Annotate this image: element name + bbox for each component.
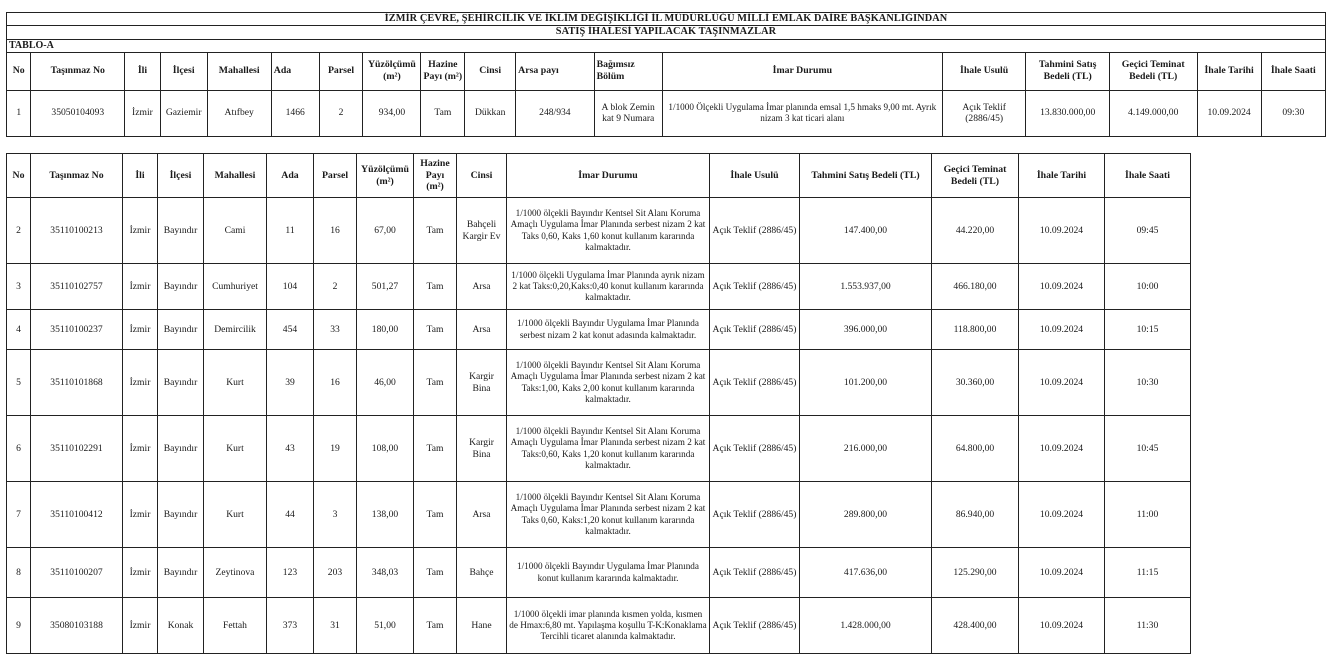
col-ihale-saati: İhale Saati	[1261, 52, 1325, 90]
cell-parsel: 2	[314, 264, 357, 310]
col-ihale-usulu: İhale Usulü	[942, 52, 1026, 90]
cell-ada: 43	[267, 416, 314, 482]
col-no: No	[7, 52, 31, 90]
cell-imar-durumu: 1/1000 ölçekli Bayındır Uygulama İmar Planında konut kullanım kararında kalmaktadır.	[507, 548, 710, 598]
cell-no: 3	[7, 264, 31, 310]
cell-ihale-usulu: Açık Teklif (2886/45)	[710, 416, 800, 482]
table-row	[7, 350, 1191, 416]
col-imar-durumu: İmar Durumu	[662, 52, 942, 90]
table-row	[7, 264, 1191, 310]
cell-no: 9	[7, 598, 31, 654]
table-row	[7, 598, 1191, 654]
cell-ihale-tarihi: 10.09.2024	[1019, 482, 1105, 548]
cell-cinsi: Dükkan	[465, 90, 516, 136]
cell-arsa-payi: 248/934	[516, 90, 594, 136]
cell-ada: 11	[267, 198, 314, 264]
cell-tasinmaz-no: 35110100237	[31, 310, 123, 350]
col-gecici-teminat: Geçici Teminat Bedeli (TL)	[932, 154, 1019, 198]
cell-tahmini-bedel: 13.830.000,00	[1026, 90, 1110, 136]
cell-tahmini-bedel: 417.636,00	[800, 548, 932, 598]
cell-ada: 1466	[271, 90, 319, 136]
cell-tasinmaz-no: 35110100412	[31, 482, 123, 548]
cell-ihale-saati: 10:00	[1105, 264, 1191, 310]
cell-ada: 44	[267, 482, 314, 548]
col-hazine-payi: Hazine Payı (m²)	[421, 52, 465, 90]
cell-ihale-usulu: Açık Teklif (2886/45)	[710, 482, 800, 548]
cell-ihale-usulu: Açık Teklif (2886/45)	[710, 598, 800, 654]
cell-imar-durumu: 1/1000 ölçekli Bayındır Kentsel Sit Alanı Koruma Amaçlı Uygulama İmar Planında serbest nizam 2 kat Taks:0,60, Kaks 1,20 konut kullanım kararında kalmaktadır.	[507, 416, 710, 482]
cell-il: İzmir	[123, 350, 158, 416]
cell-imar-durumu: 1/1000 ölçekli Uygulama İmar Planında ayrık nizam 2 kat Taks:0,20,Kaks:0,40 konut kullanım kararında kalmaktadır.	[507, 264, 710, 310]
cell-ihale-usulu: Açık Teklif (2886/45)	[710, 198, 800, 264]
cell-imar-durumu: 1/1000 ölçekli imar planında kısmen yolda, kısmen de Hmax:6,80 mt. Yapılaşma koşullu T-K:Konaklama Tercihli ticaret alanında kalmaktadır.	[507, 598, 710, 654]
cell-parsel: 2	[319, 90, 363, 136]
cell-gecici-teminat: 118.800,00	[932, 310, 1019, 350]
cell-yuzolcumu: 501,27	[357, 264, 414, 310]
cell-cinsi: Arsa	[457, 482, 507, 548]
cell-gecici-teminat: 428.400,00	[932, 598, 1019, 654]
cell-tahmini-bedel: 289.800,00	[800, 482, 932, 548]
col-no: No	[7, 154, 31, 198]
cell-hazine-payi: Tam	[414, 548, 457, 598]
cell-ihale-tarihi: 10.09.2024	[1019, 350, 1105, 416]
cell-ihale-saati: 09:30	[1261, 90, 1325, 136]
cell-hazine-payi: Tam	[414, 416, 457, 482]
col-il: İli	[123, 154, 158, 198]
col-ilce: İlçesi	[160, 52, 207, 90]
cell-mahalle: Fettah	[204, 598, 267, 654]
cell-ihale-saati: 11:30	[1105, 598, 1191, 654]
cell-mahalle: Kurt	[204, 416, 267, 482]
col-ihale-tarihi: İhale Tarihi	[1019, 154, 1105, 198]
cell-ilce: Bayındır	[158, 198, 204, 264]
table-a-header-row	[7, 52, 1326, 90]
col-tasinmaz-no: Taşınmaz No	[31, 52, 125, 90]
cell-tahmini-bedel: 1.553.937,00	[800, 264, 932, 310]
cell-il: İzmir	[123, 264, 158, 310]
cell-mahalle: Zeytinova	[204, 548, 267, 598]
cell-il: İzmir	[123, 548, 158, 598]
cell-ihale-usulu: Açık Teklif (2886/45)	[710, 548, 800, 598]
cell-mahalle: Kurt	[204, 350, 267, 416]
cell-mahalle: Atıfbey	[207, 90, 271, 136]
cell-ihale-tarihi: 10.09.2024	[1019, 264, 1105, 310]
cell-parsel: 33	[314, 310, 357, 350]
cell-ihale-tarihi: 10.09.2024	[1197, 90, 1261, 136]
table-row	[7, 198, 1191, 264]
cell-cinsi: Bahçe	[457, 548, 507, 598]
cell-gecici-teminat: 466.180,00	[932, 264, 1019, 310]
cell-no: 7	[7, 482, 31, 548]
cell-ada: 454	[267, 310, 314, 350]
cell-parsel: 16	[314, 350, 357, 416]
cell-ihale-usulu: Açık Teklif (2886/45)	[710, 264, 800, 310]
cell-hazine-payi: Tam	[414, 310, 457, 350]
cell-no: 2	[7, 198, 31, 264]
col-tasinmaz-no: Taşınmaz No	[31, 154, 123, 198]
col-mahalle: Mahallesi	[204, 154, 267, 198]
cell-yuzolcumu: 46,00	[357, 350, 414, 416]
cell-ilce: Bayındır	[158, 350, 204, 416]
cell-cinsi: Kargir Bina	[457, 416, 507, 482]
cell-ilce: Bayındır	[158, 482, 204, 548]
cell-tasinmaz-no: 35110102757	[31, 264, 123, 310]
cell-ada: 123	[267, 548, 314, 598]
cell-ilce: Bayındır	[158, 416, 204, 482]
cell-yuzolcumu: 67,00	[357, 198, 414, 264]
cell-parsel: 203	[314, 548, 357, 598]
cell-gecici-teminat: 64.800,00	[932, 416, 1019, 482]
cell-gecici-teminat: 30.360,00	[932, 350, 1019, 416]
col-tahmini-bedel: Tahmini Satış Bedeli (TL)	[800, 154, 932, 198]
cell-no: 6	[7, 416, 31, 482]
cell-ihale-saati: 10:45	[1105, 416, 1191, 482]
cell-hazine-payi: Tam	[414, 482, 457, 548]
cell-ihale-tarihi: 10.09.2024	[1019, 548, 1105, 598]
cell-il: İzmir	[123, 482, 158, 548]
cell-no: 4	[7, 310, 31, 350]
cell-ilce: Konak	[158, 598, 204, 654]
cell-ihale-tarihi: 10.09.2024	[1019, 310, 1105, 350]
cell-tasinmaz-no: 35080103188	[31, 598, 123, 654]
cell-gecici-teminat: 86.940,00	[932, 482, 1019, 548]
table-b-header-row	[7, 154, 1191, 198]
cell-ihale-saati: 11:15	[1105, 548, 1191, 598]
cell-yuzolcumu: 180,00	[357, 310, 414, 350]
cell-hazine-payi: Tam	[414, 264, 457, 310]
cell-ihale-usulu: Açık Teklif (2886/45)	[710, 310, 800, 350]
cell-bagimsiz-bolum: A blok Zemin kat 9 Numara	[594, 90, 662, 136]
col-mahalle: Mahallesi	[207, 52, 271, 90]
col-tahmini-bedel: Tahmini Satış Bedeli (TL)	[1026, 52, 1110, 90]
cell-ihale-saati: 11:00	[1105, 482, 1191, 548]
col-parsel: Parsel	[314, 154, 357, 198]
table-b-body	[7, 198, 1191, 654]
cell-no: 8	[7, 548, 31, 598]
cell-hazine-payi: Tam	[414, 350, 457, 416]
cell-mahalle: Kurt	[204, 482, 267, 548]
cell-tahmini-bedel: 396.000,00	[800, 310, 932, 350]
cell-ada: 373	[267, 598, 314, 654]
col-ada: Ada	[267, 154, 314, 198]
cell-il: İzmir	[123, 598, 158, 654]
cell-tahmini-bedel: 216.000,00	[800, 416, 932, 482]
cell-no: 1	[7, 90, 31, 136]
table-a	[6, 12, 1326, 137]
cell-mahalle: Cumhuriyet	[204, 264, 267, 310]
cell-ilce: Bayındır	[158, 548, 204, 598]
table-b	[6, 153, 1191, 654]
col-ihale-tarihi: İhale Tarihi	[1197, 52, 1261, 90]
document-subtitle: SATIŞ İHALESİ YAPILACAK TAŞINMAZLAR	[7, 26, 1326, 39]
cell-parsel: 31	[314, 598, 357, 654]
cell-ihale-saati: 09:45	[1105, 198, 1191, 264]
cell-tasinmaz-no: 35110102291	[31, 416, 123, 482]
cell-parsel: 16	[314, 198, 357, 264]
cell-no: 5	[7, 350, 31, 416]
cell-yuzolcumu: 138,00	[357, 482, 414, 548]
cell-yuzolcumu: 348,03	[357, 548, 414, 598]
cell-ilce: Bayındır	[158, 310, 204, 350]
col-ada: Ada	[271, 52, 319, 90]
col-arsa-payi: Arsa payı	[516, 52, 594, 90]
cell-ihale-tarihi: 10.09.2024	[1019, 198, 1105, 264]
cell-mahalle: Cami	[204, 198, 267, 264]
cell-cinsi: Arsa	[457, 264, 507, 310]
cell-imar-durumu: 1/1000 ölçekli Bayındır Uygulama İmar Planında serbest nizam 2 kat konut adasında kalmaktadır.	[507, 310, 710, 350]
cell-imar-durumu: 1/1000 Ölçekli Uygulama İmar planında emsal 1,5 hmaks 9,00 mt. Ayrık nizam 3 kat ticari alanı	[662, 90, 942, 136]
document-title: İZMİR ÇEVRE, ŞEHİRCİLİK VE İKLİM DEĞİŞİKLİĞİ İL MÜDÜRLÜĞÜ MİLLİ EMLAK DAİRE BAŞKANLIĞINDAN	[7, 13, 1326, 26]
cell-imar-durumu: 1/1000 ölçekli Bayındır Kentsel Sit Alanı Koruma Amaçlı Uygulama İmar Planında serbest nizam 2 kat Taks 0,60, Kaks:1,20 konut kullanım kararında kalmaktadır.	[507, 482, 710, 548]
table-row	[7, 548, 1191, 598]
cell-parsel: 19	[314, 416, 357, 482]
table-row	[7, 482, 1191, 548]
cell-ihale-saati: 10:15	[1105, 310, 1191, 350]
cell-hazine-payi: Tam	[421, 90, 465, 136]
cell-il: İzmir	[123, 310, 158, 350]
cell-il: İzmir	[123, 416, 158, 482]
col-hazine-payi: Hazine Payı (m²)	[414, 154, 457, 198]
col-yuzolcumu: Yüzölçümü (m²)	[363, 52, 421, 90]
cell-il: İzmir	[125, 90, 161, 136]
col-gecici-teminat: Geçici Teminat Bedeli (TL)	[1109, 52, 1197, 90]
cell-yuzolcumu: 108,00	[357, 416, 414, 482]
cell-tasinmaz-no: 35110100213	[31, 198, 123, 264]
cell-ada: 39	[267, 350, 314, 416]
cell-ihale-usulu: Açık Teklif (2886/45)	[942, 90, 1026, 136]
cell-tahmini-bedel: 101.200,00	[800, 350, 932, 416]
cell-gecici-teminat: 44.220,00	[932, 198, 1019, 264]
table-row	[7, 90, 1326, 136]
col-yuzolcumu: Yüzölçümü (m²)	[357, 154, 414, 198]
cell-hazine-payi: Tam	[414, 598, 457, 654]
cell-cinsi: Arsa	[457, 310, 507, 350]
cell-ihale-saati: 10:30	[1105, 350, 1191, 416]
col-bagimsiz-bolum: Bağımsız Bölüm	[594, 52, 662, 90]
cell-parsel: 3	[314, 482, 357, 548]
table-row	[7, 416, 1191, 482]
cell-il: İzmir	[123, 198, 158, 264]
cell-ada: 104	[267, 264, 314, 310]
col-parsel: Parsel	[319, 52, 363, 90]
cell-gecici-teminat: 4.149.000,00	[1109, 90, 1197, 136]
cell-imar-durumu: 1/1000 ölçekli Bayındır Kentsel Sit Alanı Koruma Amaçlı Uygulama İmar Planında serbest nizam 2 kat Taks:1,00, Kaks 2,00 konut kullanım kararında kalmaktadır.	[507, 350, 710, 416]
cell-tahmini-bedel: 1.428.000,00	[800, 598, 932, 654]
cell-yuzolcumu: 51,00	[357, 598, 414, 654]
col-ihale-usulu: İhale Usulü	[710, 154, 800, 198]
cell-ihale-tarihi: 10.09.2024	[1019, 416, 1105, 482]
cell-cinsi: Hane	[457, 598, 507, 654]
cell-mahalle: Demircilik	[204, 310, 267, 350]
cell-ilce: Gaziemir	[160, 90, 207, 136]
col-cinsi: Cinsi	[465, 52, 516, 90]
cell-tasinmaz-no: 35050104093	[31, 90, 125, 136]
cell-hazine-payi: Tam	[414, 198, 457, 264]
cell-cinsi: Kargir Bina	[457, 350, 507, 416]
cell-gecici-teminat: 125.290,00	[932, 548, 1019, 598]
tablo-label: TABLO-A	[7, 39, 1326, 52]
cell-cinsi: Bahçeli Kargir Ev	[457, 198, 507, 264]
cell-ilce: Bayındır	[158, 264, 204, 310]
col-imar-durumu: İmar Durumu	[507, 154, 710, 198]
cell-ihale-usulu: Açık Teklif (2886/45)	[710, 350, 800, 416]
cell-tasinmaz-no: 35110101868	[31, 350, 123, 416]
cell-imar-durumu: 1/1000 ölçekli Bayındır Kentsel Sit Alanı Koruma Amaçlı Uygulama İmar Planında serbest nizam 2 kat Taks 0,60, Kaks 1,60 konut kullanım kararında kalmaktadır.	[507, 198, 710, 264]
table-row	[7, 310, 1191, 350]
col-ihale-saati: İhale Saati	[1105, 154, 1191, 198]
cell-ihale-tarihi: 10.09.2024	[1019, 598, 1105, 654]
cell-yuzolcumu: 934,00	[363, 90, 421, 136]
col-cinsi: Cinsi	[457, 154, 507, 198]
col-ilce: İlçesi	[158, 154, 204, 198]
cell-tasinmaz-no: 35110100207	[31, 548, 123, 598]
cell-tahmini-bedel: 147.400,00	[800, 198, 932, 264]
col-il: İli	[125, 52, 161, 90]
